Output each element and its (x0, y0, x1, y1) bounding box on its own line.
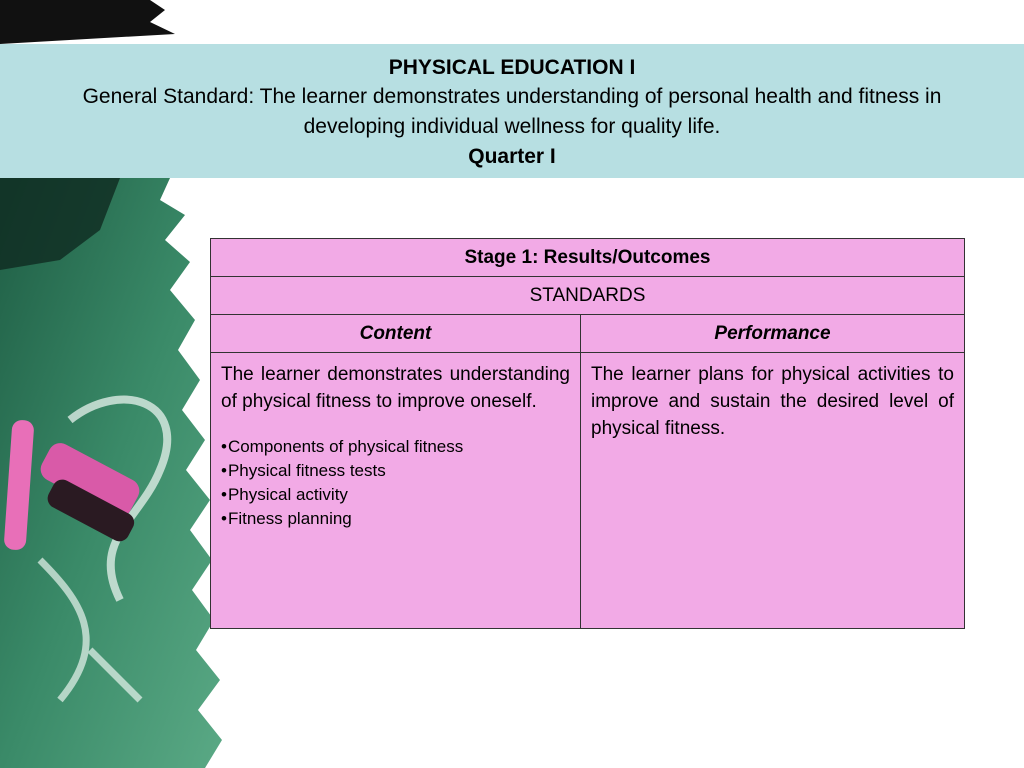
stage-title: Stage 1: Results/Outcomes (211, 239, 965, 277)
content-column-header: Content (211, 315, 581, 353)
standards-title: STANDARDS (211, 277, 965, 315)
content-text: The learner demonstrates understanding of physical fitness to improve oneself. (221, 364, 570, 412)
list-item: • Components of physical fitness (221, 435, 570, 459)
general-standard: General Standard: The learner demonstrates understanding of personal health and fitness in developing individual wellness for quality life. (82, 85, 942, 138)
header-band (0, 44, 1024, 178)
page-title: PHYSICAL EDUCATION I (388, 56, 636, 79)
performance-text: The learner plans for physical activities to improve and sustain the desired level of physical fitness. (591, 364, 954, 439)
list-item: • Physical activity (221, 483, 570, 507)
performance-cell (581, 353, 965, 629)
table-row (211, 315, 965, 353)
quarter-label: Quarter I (468, 145, 556, 168)
content-list (221, 435, 570, 531)
content-cell (211, 353, 581, 629)
table-row (211, 239, 965, 277)
table-row (211, 353, 965, 629)
table-row (211, 277, 965, 315)
performance-column-header: Performance (581, 315, 965, 353)
list-item: • Fitness planning (221, 507, 570, 531)
list-item: • Physical fitness tests (221, 459, 570, 483)
standards-table (210, 238, 965, 629)
